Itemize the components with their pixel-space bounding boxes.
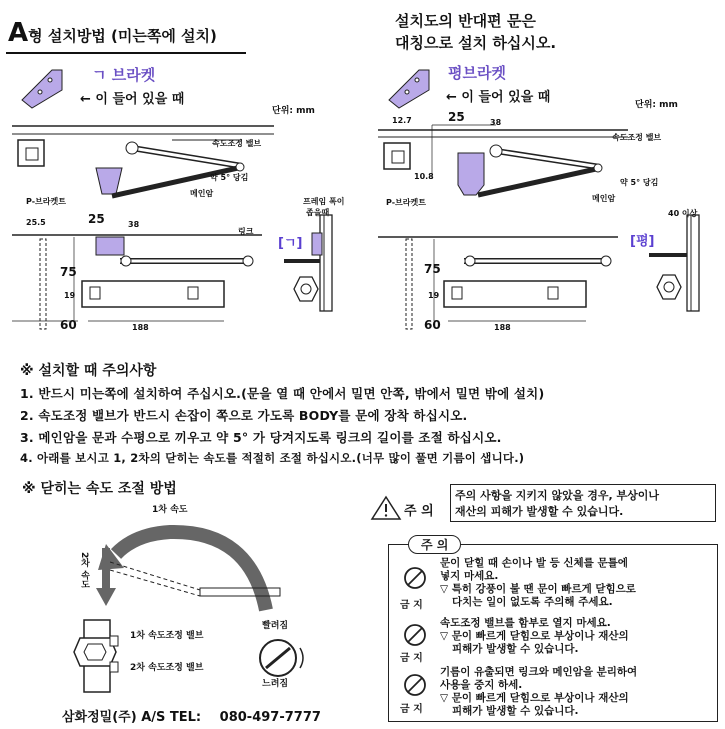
faster-label: 빨려짐 xyxy=(262,621,289,631)
speed2-label: 2차 속도 xyxy=(79,552,89,589)
left-unit: 단위: mm xyxy=(272,106,315,116)
right-unit: 단위: mm xyxy=(635,100,678,110)
l-tag: [ㄱ] xyxy=(278,236,303,251)
footer xyxy=(62,706,321,725)
l-frame-note2: 좁을때 xyxy=(306,208,330,217)
caution-box xyxy=(450,484,716,522)
valve-body-drawing xyxy=(66,620,126,700)
warning-item-1: 문이 닫힐 때 손이나 발 등 신체를 문틀에 넣지 마세요. ▽ 특히 강풍이 불 땐 문이 빠르게 닫힘으로 다치는 일이 없도록 주의해 주세요. xyxy=(440,557,636,608)
l-bracket-icon xyxy=(18,62,78,112)
prohibit-icon xyxy=(402,622,428,648)
left-front-view-drawing xyxy=(12,225,282,335)
l-dim-19: 19 xyxy=(64,291,76,300)
r-dim-60: 60 xyxy=(424,318,441,332)
r-dim-25: 25 xyxy=(448,110,465,124)
l-link-label: 링크 xyxy=(238,227,254,236)
slower-label: 느려짐 xyxy=(262,679,289,689)
r-dim-10-8: 10.8 xyxy=(414,172,434,181)
second-speed-arrow-icon xyxy=(96,548,116,608)
warnings-header: 주 의 xyxy=(408,535,461,554)
l-dim-25-5: 25.5 xyxy=(26,218,46,227)
l-main-arm-label: 메인암 xyxy=(190,189,214,198)
r-main-arm-label: 메인암 xyxy=(592,194,616,203)
right-header-line2: 대칭으로 설치 하십시오. xyxy=(395,34,557,52)
l-dim-75: 75 xyxy=(60,265,77,279)
r-dim-12-7: 12.7 xyxy=(392,116,412,125)
left-header-title: 형 설치방법 (미는쪽에 설치) xyxy=(28,27,217,45)
right-side-view-drawing xyxy=(645,215,715,315)
right-bracket-name: 평브라켓 xyxy=(448,64,506,82)
warning-item-2: 속도조정 밸브를 함부로 열지 마세요. ▽ 문이 빠르게 닫힘으로 부상이나 재산의 피해가 발생할 수 있습니다. xyxy=(440,617,629,655)
r-speed-valve-label: 속도조정 밸브 xyxy=(612,133,662,142)
r-dim-19: 19 xyxy=(428,291,440,300)
footer-phone: 080-497-7777 xyxy=(219,710,321,725)
caution-text2: 재산의 피해가 발생할 수 있습니다. xyxy=(455,505,624,518)
l-dim-60: 60 xyxy=(60,318,77,332)
speed1-label: 1차 속도 xyxy=(152,505,188,515)
l-dim-188: 188 xyxy=(132,323,149,332)
r-tag: [평] xyxy=(630,234,655,249)
l-dim-25: 25 xyxy=(88,212,105,226)
valve1-label: 1차 속도조정 밸브 xyxy=(130,631,204,641)
prohibit-icon xyxy=(402,565,428,591)
right-front-view-drawing xyxy=(378,225,638,335)
l-speed-valve-label: 속도조정 밸브 xyxy=(212,139,262,148)
r-frame-note: 40 이상 xyxy=(668,209,698,218)
speed-method-title: ※ 닫히는 속도 조절 방법 xyxy=(22,481,177,497)
left-bracket-name: ㄱ 브라켓 xyxy=(92,66,156,84)
r-pull-angle-label: 약 5° 당김 xyxy=(620,178,659,187)
precaution-item: 1. 반드시 미는쪽에 설치하여 주십시오.(문을 열 때 안에서 밀면 안쪽, 밖에서 밀면 밖에 설치) xyxy=(20,386,545,401)
prohibit-icon xyxy=(402,672,428,698)
precaution-item: 4. 아래를 보시고 1, 2차의 닫히는 속도를 적절히 조절 하십시오.(너무 많이 풀면 기름이 샙니다.) xyxy=(20,451,525,465)
precaution-item: 3. 메인암을 문과 수평으로 끼우고 약 5° 가 당겨지도록 링크의 길이를 조절 하십시오. xyxy=(20,430,502,445)
type-letter: A xyxy=(8,18,29,48)
flat-bracket-icon xyxy=(385,62,445,112)
right-bracket-note: ← 이 들어 있을 때 xyxy=(446,90,551,105)
l-pull-angle-label: 약 5° 당김 xyxy=(210,173,249,182)
header-underline xyxy=(6,52,246,54)
l-p-bracket-label: P-브라켓트 xyxy=(26,197,66,206)
l-dim-38: 38 xyxy=(128,220,140,229)
caution-text1: 주의 사항을 지키지 않았을 경우, 부상이나 xyxy=(455,489,659,502)
precaution-item: 2. 속도조정 밸브가 반드시 손잡이 쪽으로 가도록 BODY를 문에 장착 하십시오. xyxy=(20,408,468,423)
r-p-bracket-label: P-브라켓트 xyxy=(386,198,426,207)
valve2-label: 2차 속도조정 밸브 xyxy=(130,663,204,673)
prohibit-label: 금 지 xyxy=(400,600,423,611)
left-header xyxy=(8,18,217,48)
r-dim-75: 75 xyxy=(424,262,441,276)
prohibit-label: 금 지 xyxy=(400,704,423,715)
precautions-title: ※ 설치할 때 주의사항 xyxy=(20,363,157,379)
prohibit-label: 금 지 xyxy=(400,653,423,664)
right-header-line1: 설치도의 반대편 문은 xyxy=(395,12,536,30)
left-bracket-note: ← 이 들어 있을 때 xyxy=(80,92,185,107)
caution-label: 주 의 xyxy=(404,504,434,519)
footer-company: 삼화정밀(주) A/S TEL: xyxy=(62,710,202,725)
r-dim-188: 188 xyxy=(494,323,511,332)
left-side-view-drawing xyxy=(282,215,342,315)
r-dim-38: 38 xyxy=(490,118,502,127)
warning-item-3: 기름이 유출되면 링크와 메인암을 분리하여 사용을 중지 하세. ▽ 문이 빠르게 닫힘으로 부상이나 재산의 피해가 발생할 수 있습니다. xyxy=(440,666,638,717)
warning-triangle-icon xyxy=(372,495,402,521)
l-frame-note1: 프레임 폭이 xyxy=(303,197,345,206)
